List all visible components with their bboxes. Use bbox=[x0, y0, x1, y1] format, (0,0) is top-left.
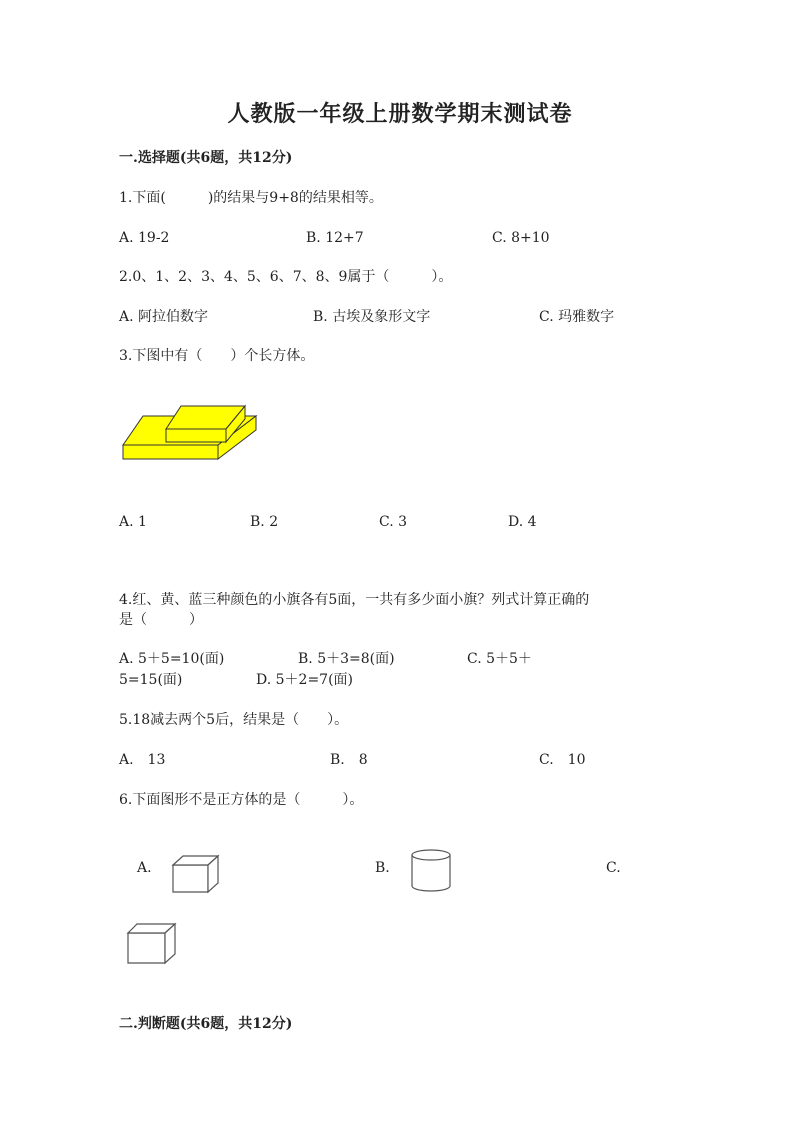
q1-option-b: B. 12+7 bbox=[306, 230, 364, 246]
q3-option-a: A. 1 bbox=[119, 514, 147, 530]
q6-option-a-label: A. bbox=[137, 860, 152, 876]
q5-stem: 5.18减去两个5后，结果是（ ）。 bbox=[119, 712, 349, 728]
q4-option-a: A. 5＋5=10(面) bbox=[119, 651, 225, 667]
exam-title: 人教版一年级上册数学期末测试卷 bbox=[227, 101, 573, 127]
q6-option-c-label: C. bbox=[606, 860, 621, 876]
q2-option-c: C. 玛雅数字 bbox=[539, 309, 615, 325]
q4-option-c-part-2: 5=15(面) bbox=[119, 672, 183, 688]
q3-option-b: B. 2 bbox=[250, 514, 279, 530]
q3-stem: 3.下图中有（ ）个长方体。 bbox=[119, 348, 315, 364]
q3-option-d: D. 4 bbox=[508, 514, 537, 530]
q5-option-c: C. 10 bbox=[539, 752, 586, 768]
q1-option-a: A. 19-2 bbox=[119, 230, 170, 246]
q6-stem: 6.下面图形不是正方体的是（ ）。 bbox=[119, 792, 364, 808]
q3-option-c: C. 3 bbox=[379, 514, 408, 530]
q4-stem-line-1: 4.红、黄、蓝三种颜色的小旗各有5面，一共有多少面小旗？列式计算正确的 bbox=[119, 592, 590, 608]
cube-figure-c bbox=[123, 921, 179, 967]
q5-option-a: A. 13 bbox=[119, 752, 166, 768]
q5-option-b: B. 8 bbox=[330, 752, 368, 768]
stacked-cuboids-figure bbox=[118, 400, 268, 466]
q4-stem-line-2: 是（ ） bbox=[119, 612, 203, 628]
section-2-heading: 二.判断题(共6题，共12分) bbox=[119, 1016, 293, 1032]
q1-stem: 1.下面( )的结果与9+8的结果相等。 bbox=[119, 190, 383, 206]
q6-option-b-label: B. bbox=[375, 860, 390, 876]
q2-stem: 2.0、1、2、3、4、5、6、7、8、9属于（ ）。 bbox=[119, 269, 453, 285]
q4-option-b: B. 5＋3=8(面) bbox=[298, 651, 395, 667]
q4-option-c-part-1: C. 5＋5＋ bbox=[467, 651, 532, 667]
q2-option-a: A. 阿拉伯数字 bbox=[119, 309, 209, 325]
q1-option-c: C. 8+10 bbox=[492, 230, 550, 246]
section-1-heading: 一.选择题(共6题，共12分) bbox=[119, 150, 293, 166]
q4-option-d: D. 5＋2=7(面) bbox=[256, 672, 354, 688]
cylinder-figure-b bbox=[409, 848, 453, 894]
cube-figure-a bbox=[170, 853, 222, 895]
q2-option-b: B. 古埃及象形文字 bbox=[313, 309, 431, 325]
